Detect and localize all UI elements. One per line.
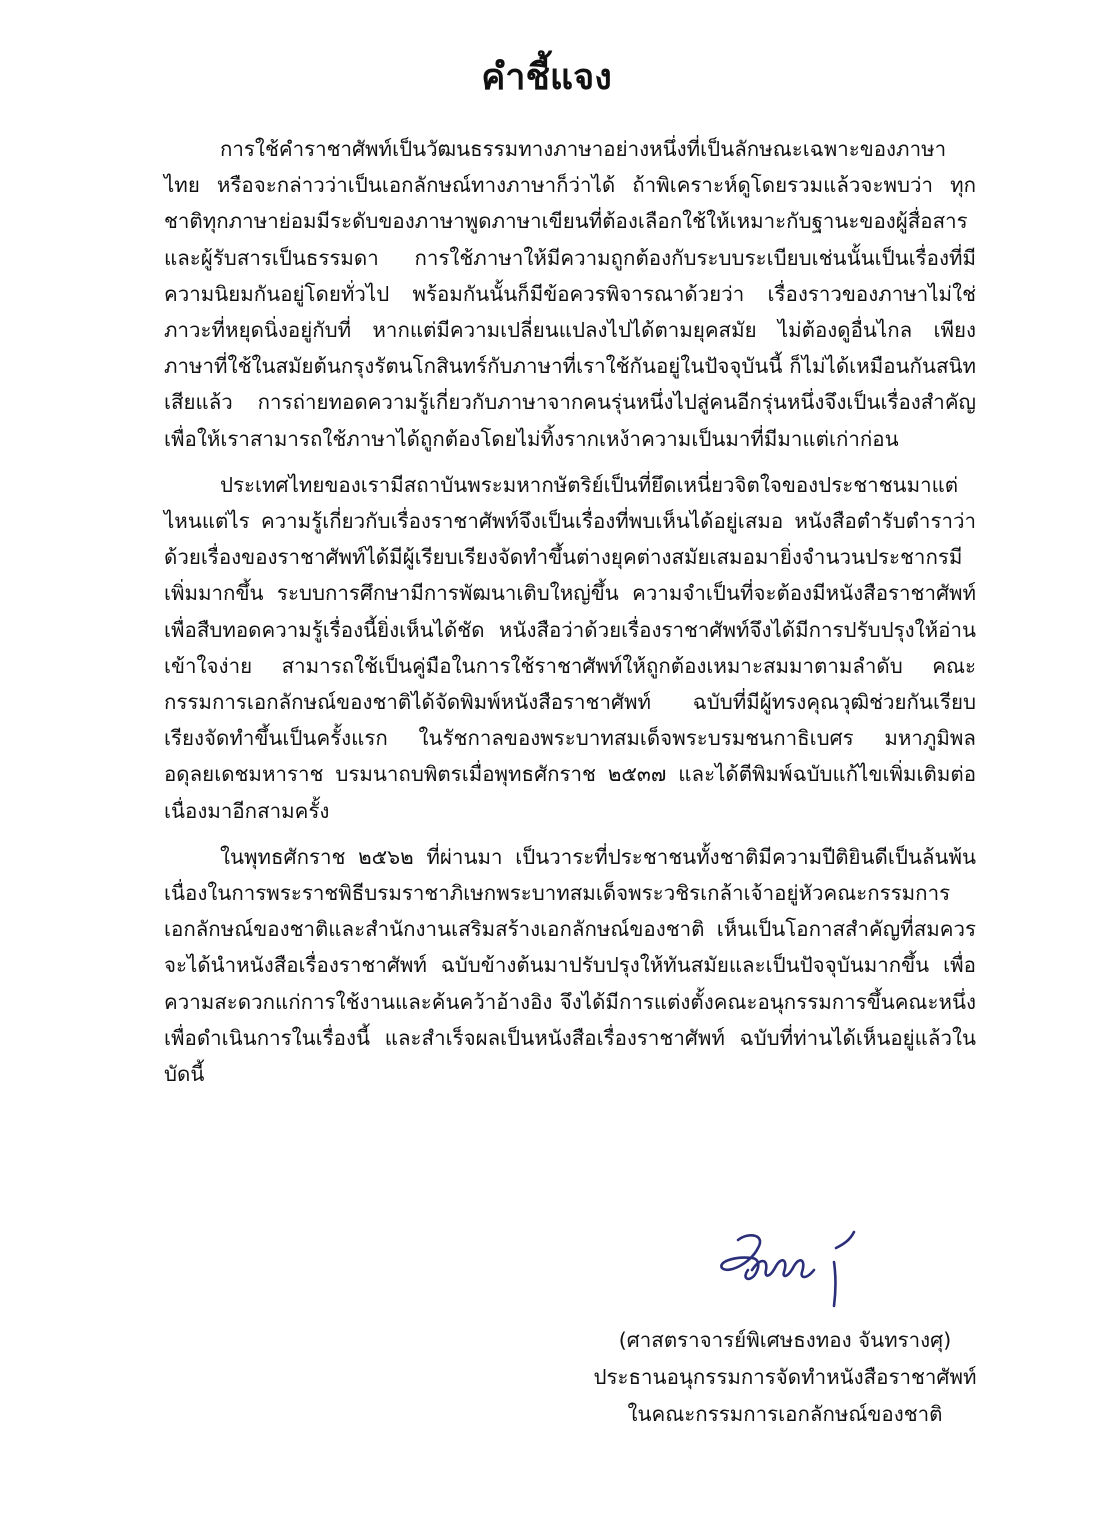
signer-organization: ในคณะกรรมการเอกลักษณ์ของชาติ — [627, 1402, 943, 1426]
handwritten-signature — [708, 1218, 878, 1318]
paragraph-2: ประเทศไทยของเรามีสถาบันพระมหากษัตริย์เป็นที่ยึดเหนี่ยวจิตใจของประชาชนมาแต่ไหนแต่ไร ความรู้เกี่ยวกับเรื่องราชาศัพท์จึงเป็นเรื่องที่พบเห็นได้อยู่เสมอ หนังสือตำรับตำราว่าด้วยเรื่องของราชาศัพท์ได้มีผู้เรียบเรียงจัดทำขึ้นต่างยุคต่างสมัยเสมอมายิ่งจำนวนประชากรมีเพิ่มมากขึ้น ระบบการศึกษามีการพัฒนาเติบใหญ่ขึ้น ความจำเป็นที่จะต้องมีหนังสือราชาศัพท์เพื่อสืบทอดความรู้เรื่องนี้ยิ่งเห็นได้ชัด หนังสือว่าด้วยเรื่องราชาศัพท์จึงได้มีการปรับปรุงให้อ่านเข้าใจง่าย สามารถใช้เป็นคู่มือในการใช้ราชาศัพท์ให้ถูกต้องเหมาะสมมาตามลำดับ คณะกรรมการเอกลักษณ์ของชาติได้จัดพิมพ์หนังสือราชาศัพท์ ฉบับที่มีผู้ทรงคุณวุฒิช่วยกันเรียบเรียงจัดทำขึ้นเป็นครั้งแรก ในรัชกาลของพระบาทสมเด็จพระบรมชนกาธิเบศร มหาภูมิพลอดุลยเดชมหาราช บรมนาถบพิตรเมื่อพุทธศักราช ๒๕๓๗ และได้ตีพิมพ์ฉบับแก้ไขเพิ่มเติมต่อเนื่องมาอีกสามครั้ง — [164, 472, 976, 823]
paragraph-1: การใช้คำราชาศัพท์เป็นวัฒนธรรมทางภาษาอย่างหนึ่งที่เป็นลักษณะเฉพาะของภาษาไทย หรือจะกล่าวว่าเป็นเอกลักษณ์ทางภาษาก็ว่าได้ ถ้าพิเคราะห์ดูโดยรวมแล้วจะพบว่า ทุกชาติทุกภาษาย่อมมีระดับของภาษาพูดภาษาเขียนที่ต้องเลือกใช้ให้เหมาะกับฐานะของผู้สื่อสารและผู้รับสารเป็นธรรมดา การใช้ภาษาให้มีความถูกต้องกับระบบระเบียบเช่นนั้นเป็นเรื่องที่มีความนิยมกันอยู่โดยทั่วไป พร้อมกันนั้นก็มีข้อควรพิจารณาด้วยว่า เรื่องราวของภาษาไม่ใช่ภาวะที่หยุดนิ่งอยู่กับที่ หากแต่มีความเปลี่ยนแปลงไปได้ตามยุคสมัย ไม่ต้องดูอื่นไกล เพียงภาษาที่ใช้ในสมัยต้นกรุงรัตนโกสินทร์กับภาษาที่เราใช้กันอยู่ในปัจจุบันนี้ ก็ไม่ได้เหมือนกันสนิทเสียแล้ว การถ่ายทอดความรู้เกี่ยวกับภาษาจากคนรุ่นหนึ่งไปสู่คนอีกรุ่นหนึ่งจึงเป็นเรื่องสำคัญ เพื่อให้เราสามารถใช้ภาษาได้ถูกต้องโดยไม่ทิ้งรากเหง้าความเป็นมาที่มีมาแต่เก่าก่อน — [164, 137, 976, 451]
paragraph-3: ในพุทธศักราช ๒๕๖๒ ที่ผ่านมา เป็นวาระที่ประชาชนทั้งชาติมีความปีติยินดีเป็นล้นพ้น เนื่องในการพระราชพิธีบรมราชาภิเษกพระบาทสมเด็จพระวชิรเกล้าเจ้าอยู่หัวคณะกรรมการเอกลักษณ์ของชาติและสำนักงานเสริมสร้างเอกลักษณ์ของชาติ เห็นเป็นโอกาสสำคัญที่สมควรจะได้นำหนังสือเรื่องราชาศัพท์ ฉบับข้างต้นมาปรับปรุงให้ทันสมัยและเป็นปัจจุบันมากขึ้น เพื่อความสะดวกแก่การใช้งานและค้นคว้าอ้างอิง จึงได้มีการแต่งตั้งคณะอนุกรรมการขึ้นคณะหนึ่งเพื่อดำเนินการในเรื่องนี้ และสำเร็จผลเป็นหนังสือเรื่องราชาศัพท์ ฉบับที่ท่านได้เห็นอยู่แล้วในบัดนี้ — [164, 844, 976, 1087]
document-body — [164, 131, 976, 1102]
signoff-block — [560, 1322, 1010, 1433]
page-title: คำชี้แจง — [481, 57, 612, 98]
signer-position: ประธานอนุกรรมการจัดทำหนังสือราชาศัพท์ — [593, 1365, 977, 1389]
signer-name: (ศาสตราจารย์พิเศษธงทอง จันทรางศุ) — [618, 1328, 952, 1352]
